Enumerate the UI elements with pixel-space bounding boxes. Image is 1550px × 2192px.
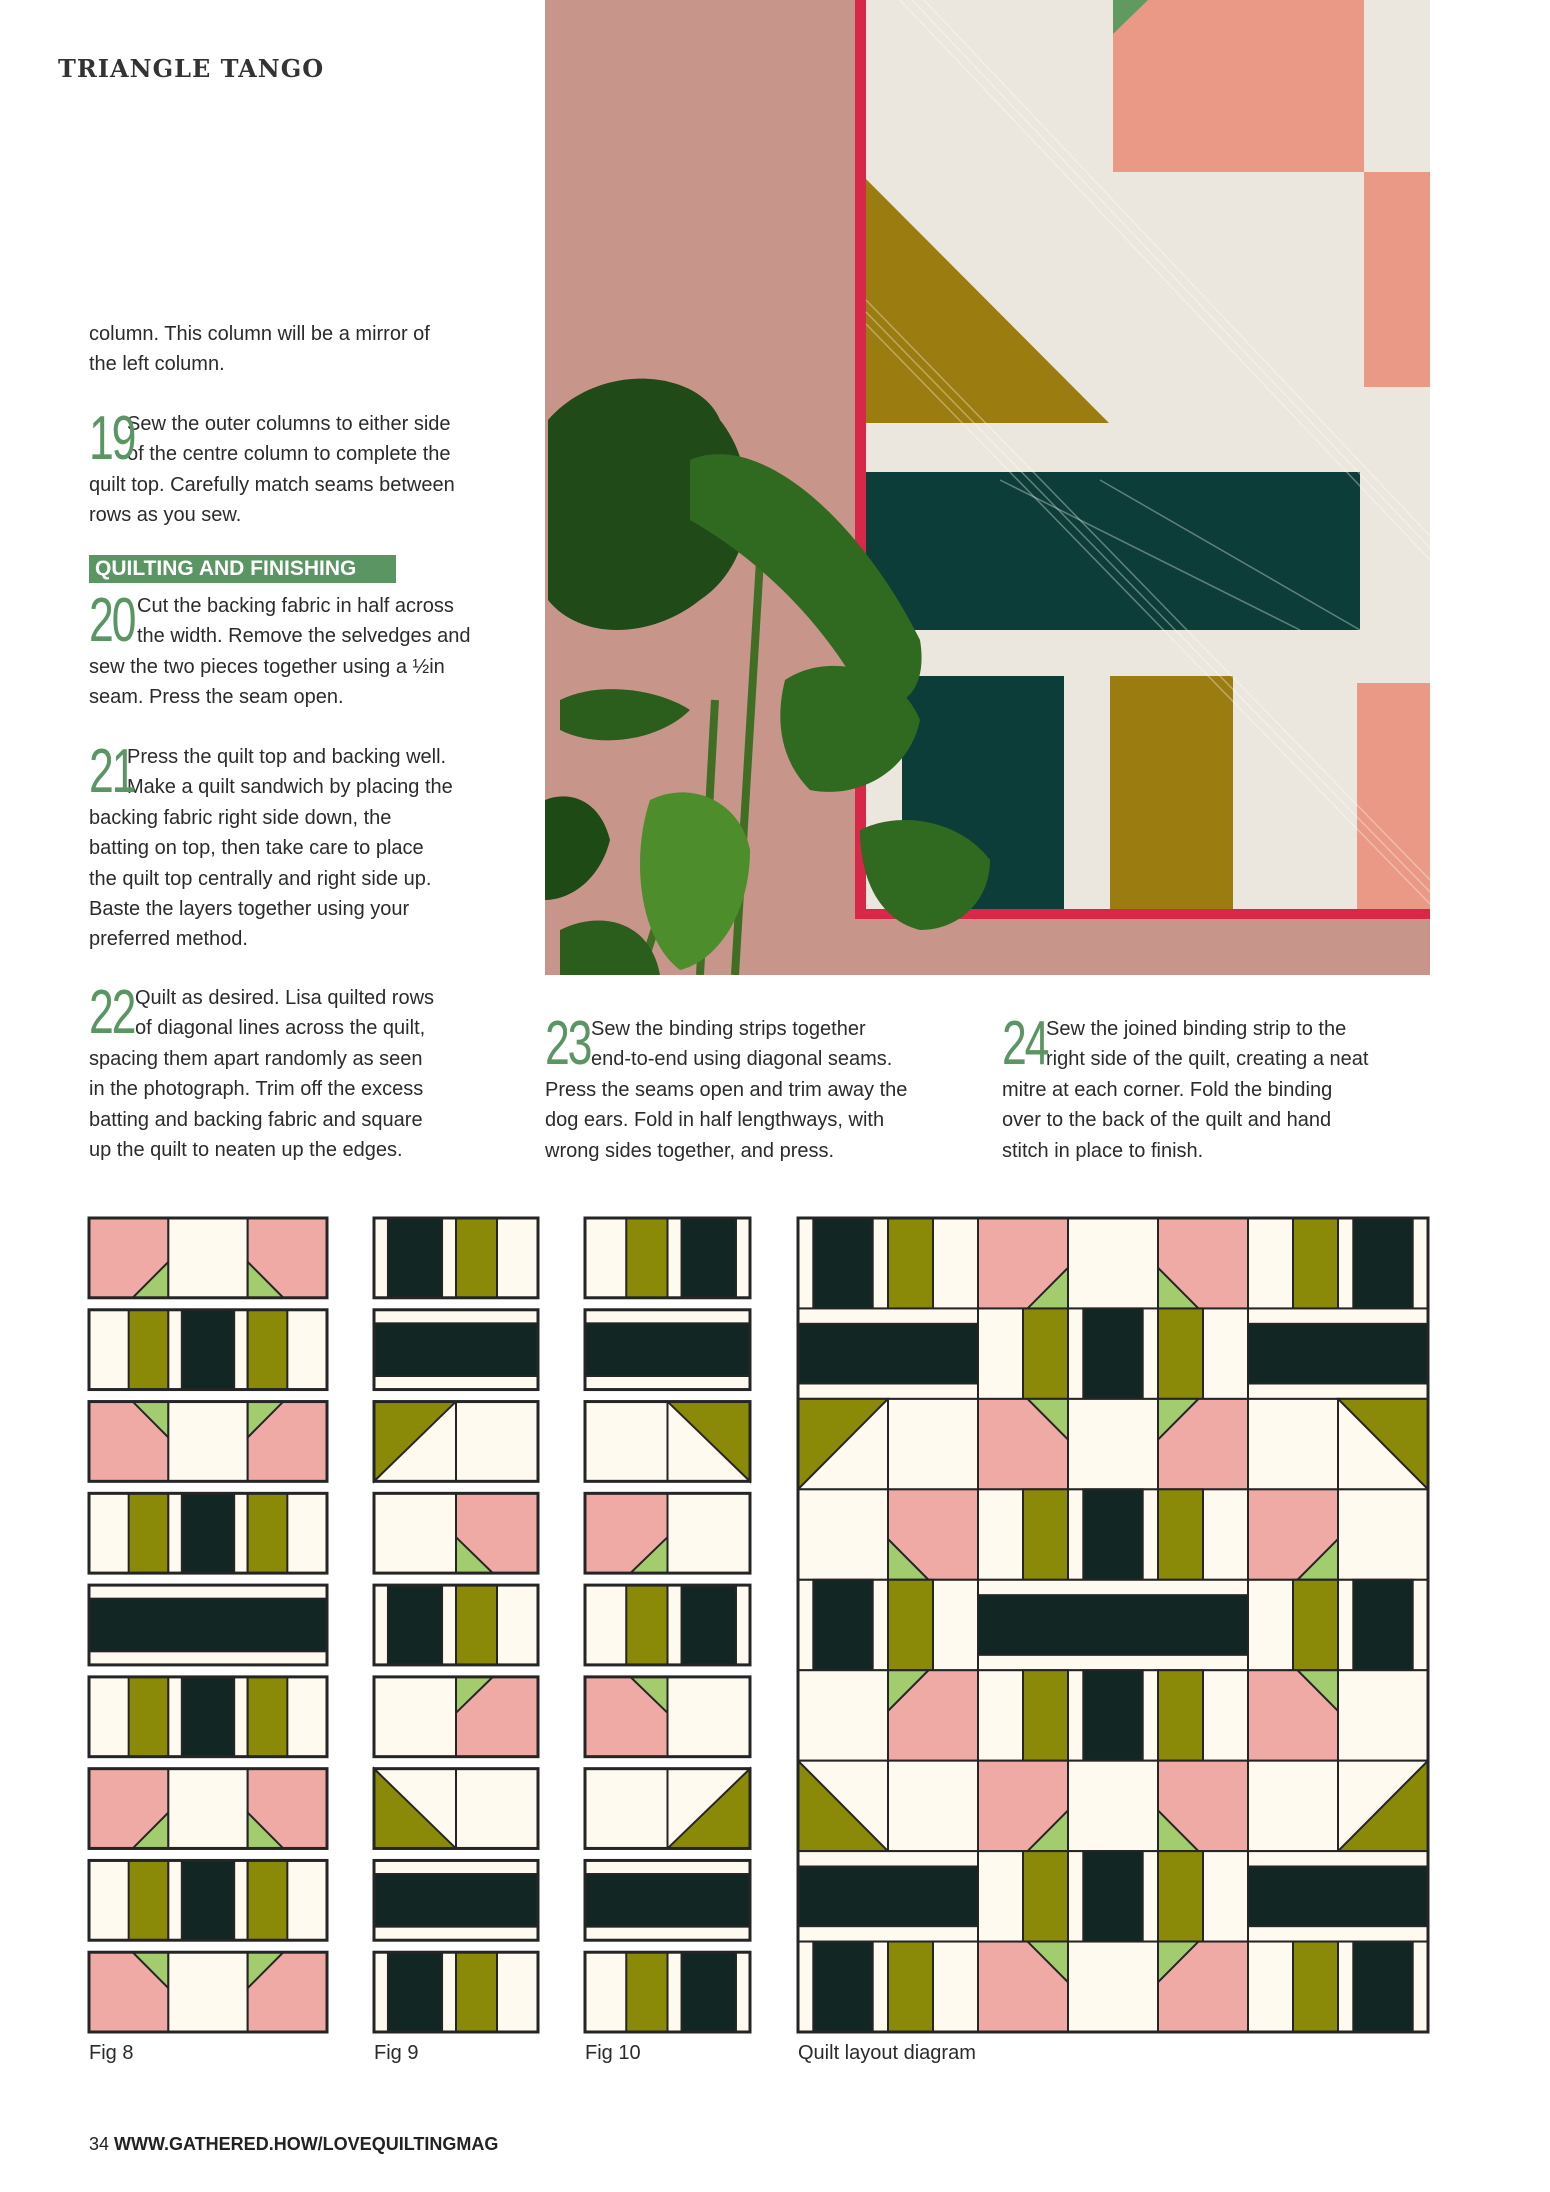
diagram-row — [89, 1493, 327, 1573]
diagram-row — [374, 1218, 538, 1298]
step-number: 23 — [545, 1009, 591, 1078]
cream-square — [668, 1493, 751, 1573]
diagram-row — [585, 1677, 750, 1757]
olive-strip — [626, 1585, 667, 1665]
dark-strip — [388, 1952, 442, 2032]
olive-strip — [1158, 1308, 1203, 1398]
fig-10-diagram — [583, 1216, 752, 2034]
section-heading: QUILTING AND FINISHING — [89, 555, 396, 583]
diagram-row — [798, 1580, 1428, 1670]
step-number: 24 — [1002, 1009, 1048, 1078]
page-title: TRIANGLE TANGO — [58, 54, 325, 83]
step-19 — [89, 404, 455, 531]
olive-strip — [129, 1677, 169, 1757]
dark-strip — [1353, 1218, 1412, 1308]
cream-square — [888, 1399, 978, 1489]
diagram-row — [798, 1761, 1428, 1851]
step-number: 21 — [89, 737, 135, 806]
diagram-row — [374, 1493, 538, 1573]
cream-square — [168, 1402, 247, 1482]
cream-square — [888, 1761, 978, 1851]
step-20 — [89, 586, 471, 713]
text-line: Press the seams open and trim away the — [545, 1078, 908, 1101]
dark-bar — [1248, 1324, 1428, 1384]
cream-square — [798, 1670, 888, 1760]
diagram-row — [89, 1310, 327, 1390]
cream-square — [1068, 1942, 1158, 2032]
quilt-pink-block — [1113, 0, 1364, 172]
dark-bar — [374, 1874, 538, 1927]
text-line: Sew the outer columns to either side — [127, 413, 451, 435]
cream-square — [168, 1769, 247, 1849]
diagram-row — [585, 1493, 750, 1573]
dark-strip — [682, 1218, 736, 1298]
quilt-pink-block — [1357, 683, 1430, 909]
text-line: of diagonal lines across the quilt, — [135, 1017, 426, 1040]
cream-square — [456, 1402, 538, 1482]
step-23 — [545, 1009, 908, 1166]
dark-strip — [182, 1860, 234, 1940]
olive-strip — [1158, 1851, 1203, 1941]
olive-strip — [1023, 1308, 1068, 1398]
diagram-row — [798, 1399, 1428, 1489]
quilt-layout-diagram — [796, 1216, 1430, 2034]
olive-strip — [1293, 1942, 1338, 2032]
text-line: quilt top. Carefully match seams between — [89, 473, 455, 496]
fig-9-label: Fig 9 — [374, 2042, 419, 2064]
diagram-row — [798, 1308, 1428, 1398]
dark-strip — [182, 1493, 234, 1573]
cream-square — [456, 1769, 538, 1849]
dark-bar — [798, 1866, 978, 1926]
text-line: Baste the layers together using your — [89, 898, 410, 921]
diagram-row — [798, 1851, 1428, 1941]
text-line: Sew the binding strips together — [591, 1018, 866, 1040]
olive-strip — [888, 1942, 933, 2032]
text-line: dog ears. Fold in half lengthways, with — [545, 1109, 885, 1132]
text-line: preferred method. — [89, 928, 248, 951]
olive-strip — [129, 1493, 169, 1573]
olive-strip — [456, 1218, 497, 1298]
olive-strip — [1023, 1851, 1068, 1941]
quilt-pink-block — [1364, 172, 1430, 387]
diagram-row — [89, 1218, 327, 1298]
text-line: wrong sides together, and press. — [545, 1139, 835, 1162]
text-line: Press the quilt top and backing well. — [127, 746, 447, 768]
olive-strip — [626, 1218, 667, 1298]
dark-bar — [585, 1874, 750, 1927]
dark-bar — [978, 1595, 1248, 1655]
dark-strip — [1083, 1308, 1142, 1398]
olive-strip — [888, 1218, 933, 1308]
fig-9-diagram — [372, 1216, 540, 2034]
dark-strip — [182, 1677, 234, 1757]
text-line: sew the two pieces together using a ½in — [89, 655, 445, 678]
step-number: 20 — [89, 586, 135, 655]
olive-strip — [248, 1677, 288, 1757]
step-number: 22 — [89, 978, 135, 1047]
diagram-row — [585, 1769, 750, 1849]
page-number: 34 — [89, 2134, 110, 2154]
olive-strip — [129, 1860, 169, 1940]
cream-square — [1338, 1670, 1428, 1760]
footer — [89, 2134, 498, 2155]
diagram-row — [585, 1585, 750, 1665]
cream-square — [1068, 1761, 1158, 1851]
diagram-row — [798, 1942, 1428, 2032]
quilt-photo — [545, 0, 1430, 975]
dark-bar — [1248, 1866, 1428, 1926]
diagram-row — [89, 1860, 327, 1940]
diagram-row — [585, 1860, 750, 1940]
diagram-row — [374, 1585, 538, 1665]
text-line: the quilt top centrally and right side up. — [89, 867, 432, 890]
dark-bar — [798, 1324, 978, 1384]
diagram-row — [585, 1310, 750, 1390]
olive-strip — [1023, 1489, 1068, 1579]
text-line: the left column. — [89, 353, 225, 376]
olive-strip — [1158, 1670, 1203, 1760]
cream-square — [668, 1677, 751, 1757]
cream-square — [168, 1218, 247, 1298]
dark-strip — [682, 1585, 736, 1665]
fig-10-label: Fig 10 — [585, 2042, 641, 2064]
diagram-row — [374, 1769, 538, 1849]
text-line: stitch in place to finish. — [1002, 1139, 1204, 1162]
dark-strip — [1083, 1851, 1142, 1941]
diagram-row — [374, 1310, 538, 1390]
olive-strip — [129, 1310, 169, 1390]
olive-strip — [248, 1310, 288, 1390]
step-24 — [1002, 1009, 1369, 1166]
text-line: right side of the quilt, creating a neat — [1046, 1048, 1369, 1071]
dark-strip — [813, 1218, 872, 1308]
website-url: WWW.GATHERED.HOW/LOVEQUILTINGMAG — [114, 2134, 499, 2154]
cream-square — [374, 1677, 456, 1757]
diagram-row — [585, 1402, 750, 1482]
diagram-row — [798, 1670, 1428, 1760]
diagram-row — [585, 1218, 750, 1298]
olive-strip — [248, 1493, 288, 1573]
cream-square — [168, 1952, 247, 2032]
diagram-row — [89, 1585, 327, 1665]
cream-square — [1248, 1761, 1338, 1851]
text-line: column. This column will be a mirror of — [89, 323, 430, 345]
diagram-row — [798, 1218, 1428, 1308]
dark-strip — [388, 1218, 442, 1298]
cream-square — [798, 1489, 888, 1579]
diagram-row — [374, 1952, 538, 2032]
text-line: Make a quilt sandwich by placing the — [127, 776, 453, 799]
cream-square — [1338, 1489, 1428, 1579]
cream-square — [1068, 1399, 1158, 1489]
diagram-row — [374, 1677, 538, 1757]
step-21 — [89, 737, 453, 955]
text-line: Sew the joined binding strip to the — [1046, 1018, 1347, 1040]
text-line: rows as you sew. — [89, 504, 242, 527]
diagram-row — [798, 1489, 1428, 1579]
text-line: Cut the backing fabric in half across — [137, 595, 454, 617]
olive-strip — [248, 1860, 288, 1940]
dark-strip — [1083, 1489, 1142, 1579]
diagram-row — [374, 1860, 538, 1940]
dark-strip — [1353, 1580, 1412, 1670]
diagram-row — [89, 1677, 327, 1757]
dark-bar — [374, 1323, 538, 1376]
dark-bar — [89, 1599, 327, 1652]
olive-strip — [456, 1585, 497, 1665]
quilt-dark-bar — [866, 472, 1360, 630]
text-line: Quilt as desired. Lisa quilted rows — [135, 987, 435, 1009]
text-line: in the photograph. Trim off the excess — [89, 1078, 424, 1101]
intro-paragraph — [89, 319, 430, 380]
text-line: batting on top, then take care to place — [89, 837, 424, 860]
olive-strip — [1158, 1489, 1203, 1579]
step-22 — [89, 978, 435, 1165]
quilt-olive-bar — [1110, 676, 1233, 909]
text-line: batting and backing fabric and square — [89, 1108, 423, 1131]
dark-strip — [182, 1310, 234, 1390]
dark-bar — [585, 1323, 750, 1376]
dark-strip — [388, 1585, 442, 1665]
dark-strip — [1083, 1670, 1142, 1760]
text-line: mitre at each corner. Fold the binding — [1002, 1078, 1333, 1101]
text-line: spacing them apart randomly as seen — [89, 1047, 423, 1070]
fig-8-label: Fig 8 — [89, 2042, 134, 2064]
olive-strip — [626, 1952, 667, 2032]
olive-strip — [1023, 1670, 1068, 1760]
diagram-row — [89, 1769, 327, 1849]
cream-square — [1248, 1399, 1338, 1489]
text-line: up the quilt to neaten up the edges. — [89, 1139, 403, 1162]
olive-strip — [1293, 1218, 1338, 1308]
dark-strip — [813, 1580, 872, 1670]
olive-strip — [888, 1580, 933, 1670]
diagram-row — [89, 1402, 327, 1482]
text-line: over to the back of the quilt and hand — [1002, 1109, 1332, 1132]
fig-8-diagram — [87, 1216, 329, 2034]
text-line: of the centre column to complete the — [127, 443, 451, 466]
text-line: backing fabric right side down, the — [89, 806, 392, 829]
dark-strip — [682, 1952, 736, 2032]
layout-label: Quilt layout diagram — [798, 2042, 976, 2064]
dark-strip — [1353, 1942, 1412, 2032]
cream-square — [585, 1402, 668, 1482]
text-line: end-to-end using diagonal seams. — [591, 1048, 893, 1071]
olive-strip — [1293, 1580, 1338, 1670]
diagram-row — [585, 1952, 750, 2032]
text-line: seam. Press the seam open. — [89, 686, 344, 709]
diagram-row — [374, 1402, 538, 1482]
text-line: the width. Remove the selvedges and — [137, 625, 471, 648]
cream-square — [374, 1493, 456, 1573]
diagram-row — [89, 1952, 327, 2032]
dark-strip — [813, 1942, 872, 2032]
cream-square — [585, 1769, 668, 1849]
olive-strip — [456, 1952, 497, 2032]
cream-square — [1068, 1218, 1158, 1308]
step-number: 19 — [89, 404, 135, 473]
